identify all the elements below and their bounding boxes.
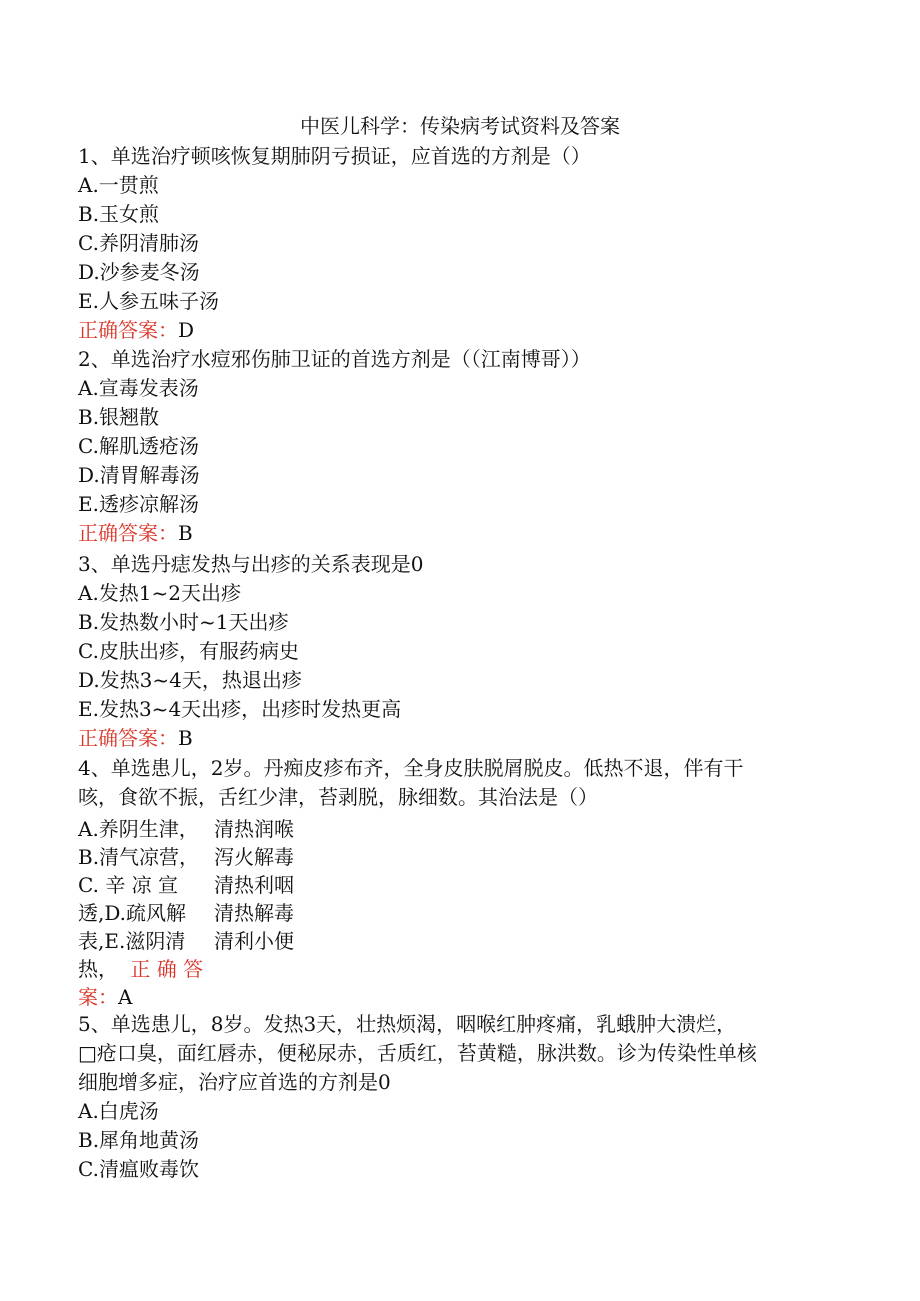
question-3-option-b: B.发热数小时~1天出疹 (78, 610, 289, 634)
answer-value: B (178, 521, 193, 545)
question-5-stem-line-2: □疮口臭，面红唇赤，便秘尿赤，舌质红，苔黄糙，脉洪数。诊为传染性单核 (78, 1041, 757, 1065)
option-e-tail: 热， (78, 957, 118, 981)
question-1-stem: 1、单选治疗顿咳恢复期肺阴亏损证，应首选的方剂是（） (78, 144, 591, 168)
option-c-part: 宣 (158, 873, 179, 897)
question-2-option-e: E.透疹凉解汤 (78, 492, 199, 516)
question-3-option-c: C.皮肤出疹，有服药病史 (78, 639, 299, 663)
answer-label: 正确答案： (78, 521, 178, 545)
question-2-option-d: D.清胃解毒汤 (78, 463, 200, 487)
question-4-option-c (78, 871, 206, 899)
question-5-option-c: C.清瘟败毒饮 (78, 1157, 199, 1181)
question-1-option-d: D.沙参麦冬汤 (78, 260, 200, 284)
question-4-right-column (214, 815, 294, 955)
question-4-option-d: 透,D.疏风解 (78, 901, 187, 925)
question-4-option-a-tail: 清热润喉 (214, 817, 294, 841)
question-3-answer (78, 724, 193, 752)
document-title: 中医儿科学：传染病考试资料及答案 (300, 114, 620, 138)
question-2-stem: 2、单选治疗水痘邪伤肺卫证的首选方剂是（（江南博哥）） (78, 347, 591, 371)
question-1-option-b: B.玉女煎 (78, 202, 160, 226)
question-3-stem: 3、单选丹痣发热与出疹的关系表现是0 (78, 552, 424, 576)
answer-value: B (178, 726, 193, 750)
question-4-option-e-tail: 清利小便 (214, 929, 294, 953)
answer-label: 正 确 答 (130, 957, 204, 981)
question-4-option-b: B.清气凉营， (78, 845, 200, 869)
question-5-stem-line-1: 5、单选患儿，8岁。发热3天，壮热烦渴，咽喉红肿疼痛，乳蛾肿大溃烂， (78, 1012, 737, 1036)
question-1-option-e: E.人参五味子汤 (78, 289, 219, 313)
question-4-left-column (78, 815, 210, 1011)
question-4-stem-line-1: 4、单选患儿，2岁。丹痴皮疹布齐，全身皮肤脱屑脱皮。低热不退，伴有干 (78, 756, 744, 780)
question-4-option-c-tail: 清热利咽 (214, 873, 294, 897)
question-4-answer-line-1 (78, 955, 210, 983)
question-4-option-a: A.养阴生津， (78, 817, 199, 841)
option-c-part: 凉 (131, 873, 152, 897)
question-1-answer (78, 316, 194, 344)
question-3-option-a: A.发热1~2天出疹 (78, 581, 242, 605)
question-5-option-b: B.犀角地黄汤 (78, 1128, 200, 1152)
question-1-option-c: C.养阴清肺汤 (78, 231, 199, 255)
option-c-part: 辛 (105, 873, 126, 897)
question-3-option-d: D.发热3~4天，热退出疹 (78, 668, 302, 692)
question-2-answer (78, 519, 193, 547)
answer-label: 正确答案： (78, 318, 178, 342)
question-3-option-e: E.发热3~4天出疹，出疹时发热更高 (78, 697, 402, 721)
question-4-answer-line-2 (78, 983, 210, 1011)
question-1-option-a: A.一贯煎 (78, 173, 159, 197)
question-2-option-b: B.银翘散 (78, 405, 160, 429)
answer-value: D (178, 318, 195, 342)
question-4-option-e: 表,E.滋阴清 (78, 929, 186, 953)
question-4-option-b-tail: 泻火解毒 (214, 845, 294, 869)
question-2-option-a: A.宣毒发表汤 (78, 376, 199, 400)
question-4-stem-line-2: 咳，食欲不振，舌红少津，苔剥脱，脉细数。其治法是（） (78, 785, 598, 809)
question-5-option-a: A.白虎汤 (78, 1099, 159, 1123)
question-4-option-d-tail: 清热解毒 (214, 901, 294, 925)
option-c-part: C. (78, 873, 99, 897)
answer-label-tail: 案： (78, 985, 118, 1009)
answer-label: 正确答案： (78, 726, 178, 750)
question-5-stem-line-3: 细胞增多症，治疗应首选的方剂是0 (78, 1070, 391, 1094)
answer-value: A (118, 985, 133, 1009)
question-2-option-c: C.解肌透疮汤 (78, 434, 199, 458)
